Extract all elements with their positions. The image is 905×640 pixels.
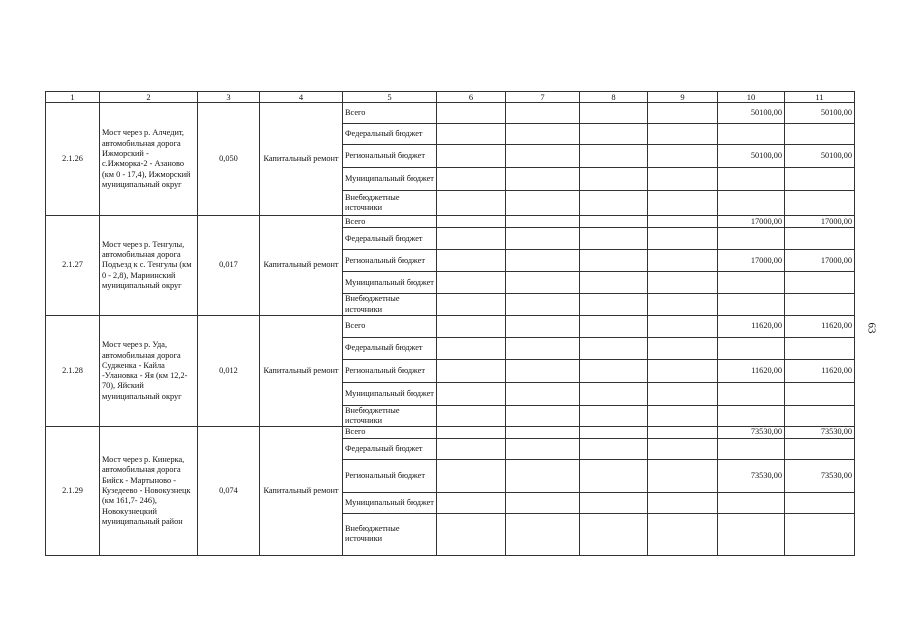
cell-7: [506, 459, 580, 492]
cell-8: [580, 427, 648, 438]
work-type: Капитальный ремонт: [260, 427, 343, 555]
amount-col-10: [718, 228, 785, 250]
cell-9: [648, 513, 718, 555]
funding-source: Всего: [343, 103, 437, 124]
amount-col-10: [718, 492, 785, 513]
cell-7: [506, 216, 580, 228]
cell-7: [506, 337, 580, 359]
cell-9: [648, 427, 718, 438]
cell-8: [580, 405, 648, 427]
cell-8: [580, 124, 648, 145]
column-header: 8: [580, 92, 648, 103]
column-header: 4: [260, 92, 343, 103]
cell-6: [437, 103, 506, 124]
funding-source: Внебюджетные источники: [343, 191, 437, 216]
cell-8: [580, 294, 648, 316]
cell-9: [648, 337, 718, 359]
cell-9: [648, 492, 718, 513]
cell-7: [506, 294, 580, 316]
funding-table: [45, 91, 855, 556]
work-type: Капитальный ремонт: [260, 216, 343, 316]
item-number: 2.1.28: [46, 315, 100, 427]
amount-col-11: [785, 272, 855, 294]
funding-source: Федеральный бюджет: [343, 228, 437, 250]
cell-7: [506, 191, 580, 216]
cell-6: [437, 168, 506, 191]
cell-7: [506, 382, 580, 405]
cell-7: [506, 427, 580, 438]
cell-6: [437, 294, 506, 316]
cell-7: [506, 359, 580, 382]
cell-6: [437, 124, 506, 145]
cell-9: [648, 315, 718, 337]
amount-col-11: 11620,00: [785, 359, 855, 382]
column-header: 1: [46, 92, 100, 103]
amount-col-10: [718, 405, 785, 427]
cell-6: [437, 513, 506, 555]
cell-9: [648, 294, 718, 316]
object-name: Мост через р. Алчедит, автомобильная дорога Ижморский - с.Ижморка-2 - Азаново (км 0 - 17,4), Ижморский муниципальный округ: [100, 103, 198, 216]
cell-9: [648, 405, 718, 427]
length-km: 0,017: [198, 216, 260, 316]
table-row: [46, 427, 855, 438]
length-km: 0,012: [198, 315, 260, 427]
amount-col-10: 17000,00: [718, 216, 785, 228]
column-header: 3: [198, 92, 260, 103]
cell-9: [648, 250, 718, 272]
cell-7: [506, 315, 580, 337]
table-row: [46, 315, 855, 337]
amount-col-10: [718, 191, 785, 216]
funding-source: Региональный бюджет: [343, 459, 437, 492]
cell-6: [437, 315, 506, 337]
funding-source: Всего: [343, 427, 437, 438]
cell-6: [437, 337, 506, 359]
amount-col-11: [785, 294, 855, 316]
amount-col-11: 73530,00: [785, 427, 855, 438]
cell-8: [580, 513, 648, 555]
column-number-row: [46, 92, 855, 103]
cell-9: [648, 216, 718, 228]
funding-source: Федеральный бюджет: [343, 124, 437, 145]
funding-source: Муниципальный бюджет: [343, 272, 437, 294]
funding-source: Всего: [343, 315, 437, 337]
cell-8: [580, 272, 648, 294]
amount-col-10: 11620,00: [718, 315, 785, 337]
amount-col-10: [718, 272, 785, 294]
amount-col-10: [718, 294, 785, 316]
funding-source: Муниципальный бюджет: [343, 492, 437, 513]
cell-6: [437, 438, 506, 459]
amount-col-11: 11620,00: [785, 315, 855, 337]
page-number: 63: [865, 322, 878, 334]
cell-9: [648, 382, 718, 405]
cell-8: [580, 337, 648, 359]
amount-col-10: [718, 513, 785, 555]
funding-source: Региональный бюджет: [343, 250, 437, 272]
amount-col-10: [718, 124, 785, 145]
amount-col-11: [785, 337, 855, 359]
cell-6: [437, 216, 506, 228]
amount-col-11: 17000,00: [785, 216, 855, 228]
cell-6: [437, 191, 506, 216]
cell-7: [506, 145, 580, 168]
cell-6: [437, 145, 506, 168]
cell-9: [648, 459, 718, 492]
amount-col-11: [785, 228, 855, 250]
cell-8: [580, 359, 648, 382]
cell-7: [506, 492, 580, 513]
amount-col-10: [718, 438, 785, 459]
funding-source: Федеральный бюджет: [343, 438, 437, 459]
cell-7: [506, 438, 580, 459]
cell-9: [648, 124, 718, 145]
funding-source: Внебюджетные источники: [343, 294, 437, 316]
cell-8: [580, 168, 648, 191]
column-header: 11: [785, 92, 855, 103]
funding-source: Федеральный бюджет: [343, 337, 437, 359]
cell-9: [648, 359, 718, 382]
object-name: Мост через р. Кинерка, автомобильная дорога Бийск - Мартыново - Кузедеево - Новокузнецк (км 161,7- 246), Новокузнецкий муниципальный район: [100, 427, 198, 555]
column-header: 10: [718, 92, 785, 103]
amount-col-10: [718, 382, 785, 405]
cell-6: [437, 427, 506, 438]
cell-7: [506, 405, 580, 427]
cell-6: [437, 359, 506, 382]
amount-col-10: 73530,00: [718, 459, 785, 492]
amount-col-10: 73530,00: [718, 427, 785, 438]
column-header: 9: [648, 92, 718, 103]
cell-6: [437, 492, 506, 513]
cell-6: [437, 228, 506, 250]
amount-col-11: 17000,00: [785, 250, 855, 272]
funding-source: Муниципальный бюджет: [343, 168, 437, 191]
cell-9: [648, 272, 718, 294]
cell-8: [580, 250, 648, 272]
amount-col-11: 50100,00: [785, 145, 855, 168]
cell-8: [580, 228, 648, 250]
cell-9: [648, 168, 718, 191]
amount-col-10: 17000,00: [718, 250, 785, 272]
cell-6: [437, 250, 506, 272]
object-name: Мост через р. Тенгулы, автомобильная дорога Подъезд к с. Тенгулы (км 0 - 2,8), Мариинский муниципальный округ: [100, 216, 198, 316]
amount-col-11: [785, 191, 855, 216]
cell-8: [580, 382, 648, 405]
amount-col-11: 73530,00: [785, 459, 855, 492]
amount-col-10: [718, 168, 785, 191]
amount-col-10: 11620,00: [718, 359, 785, 382]
cell-8: [580, 191, 648, 216]
funding-source: Всего: [343, 216, 437, 228]
cell-7: [506, 513, 580, 555]
funding-source: Внебюджетные источники: [343, 513, 437, 555]
item-number: 2.1.27: [46, 216, 100, 316]
column-header: 6: [437, 92, 506, 103]
cell-9: [648, 228, 718, 250]
amount-col-11: [785, 438, 855, 459]
cell-9: [648, 191, 718, 216]
amount-col-11: [785, 382, 855, 405]
column-header: 5: [343, 92, 437, 103]
work-type: Капитальный ремонт: [260, 103, 343, 216]
cell-6: [437, 459, 506, 492]
cell-6: [437, 272, 506, 294]
cell-7: [506, 250, 580, 272]
column-header: 7: [506, 92, 580, 103]
cell-8: [580, 492, 648, 513]
cell-9: [648, 145, 718, 168]
amount-col-10: [718, 337, 785, 359]
funding-source: Муниципальный бюджет: [343, 382, 437, 405]
amount-col-11: [785, 492, 855, 513]
item-number: 2.1.29: [46, 427, 100, 555]
cell-7: [506, 272, 580, 294]
amount-col-11: 50100,00: [785, 103, 855, 124]
cell-8: [580, 103, 648, 124]
cell-9: [648, 438, 718, 459]
cell-8: [580, 145, 648, 168]
cell-8: [580, 438, 648, 459]
cell-6: [437, 382, 506, 405]
funding-source: Региональный бюджет: [343, 145, 437, 168]
table-row: [46, 103, 855, 124]
length-km: 0,074: [198, 427, 260, 555]
item-number: 2.1.26: [46, 103, 100, 216]
cell-8: [580, 459, 648, 492]
cell-7: [506, 124, 580, 145]
amount-col-11: [785, 513, 855, 555]
length-km: 0,050: [198, 103, 260, 216]
cell-6: [437, 405, 506, 427]
work-type: Капитальный ремонт: [260, 315, 343, 427]
amount-col-11: [785, 168, 855, 191]
amount-col-10: 50100,00: [718, 103, 785, 124]
amount-col-11: [785, 124, 855, 145]
amount-col-10: 50100,00: [718, 145, 785, 168]
cell-7: [506, 228, 580, 250]
cell-9: [648, 103, 718, 124]
amount-col-11: [785, 405, 855, 427]
funding-source: Региональный бюджет: [343, 359, 437, 382]
column-header: 2: [100, 92, 198, 103]
object-name: Мост через р. Уда, автомобильная дорога Судженка - Кайла -Улановка - Яя (км 12,2- 70), Яйский муниципальный округ: [100, 315, 198, 427]
cell-8: [580, 315, 648, 337]
cell-8: [580, 216, 648, 228]
funding-source: Внебюджетные источники: [343, 405, 437, 427]
table-row: [46, 216, 855, 228]
cell-7: [506, 168, 580, 191]
cell-7: [506, 103, 580, 124]
